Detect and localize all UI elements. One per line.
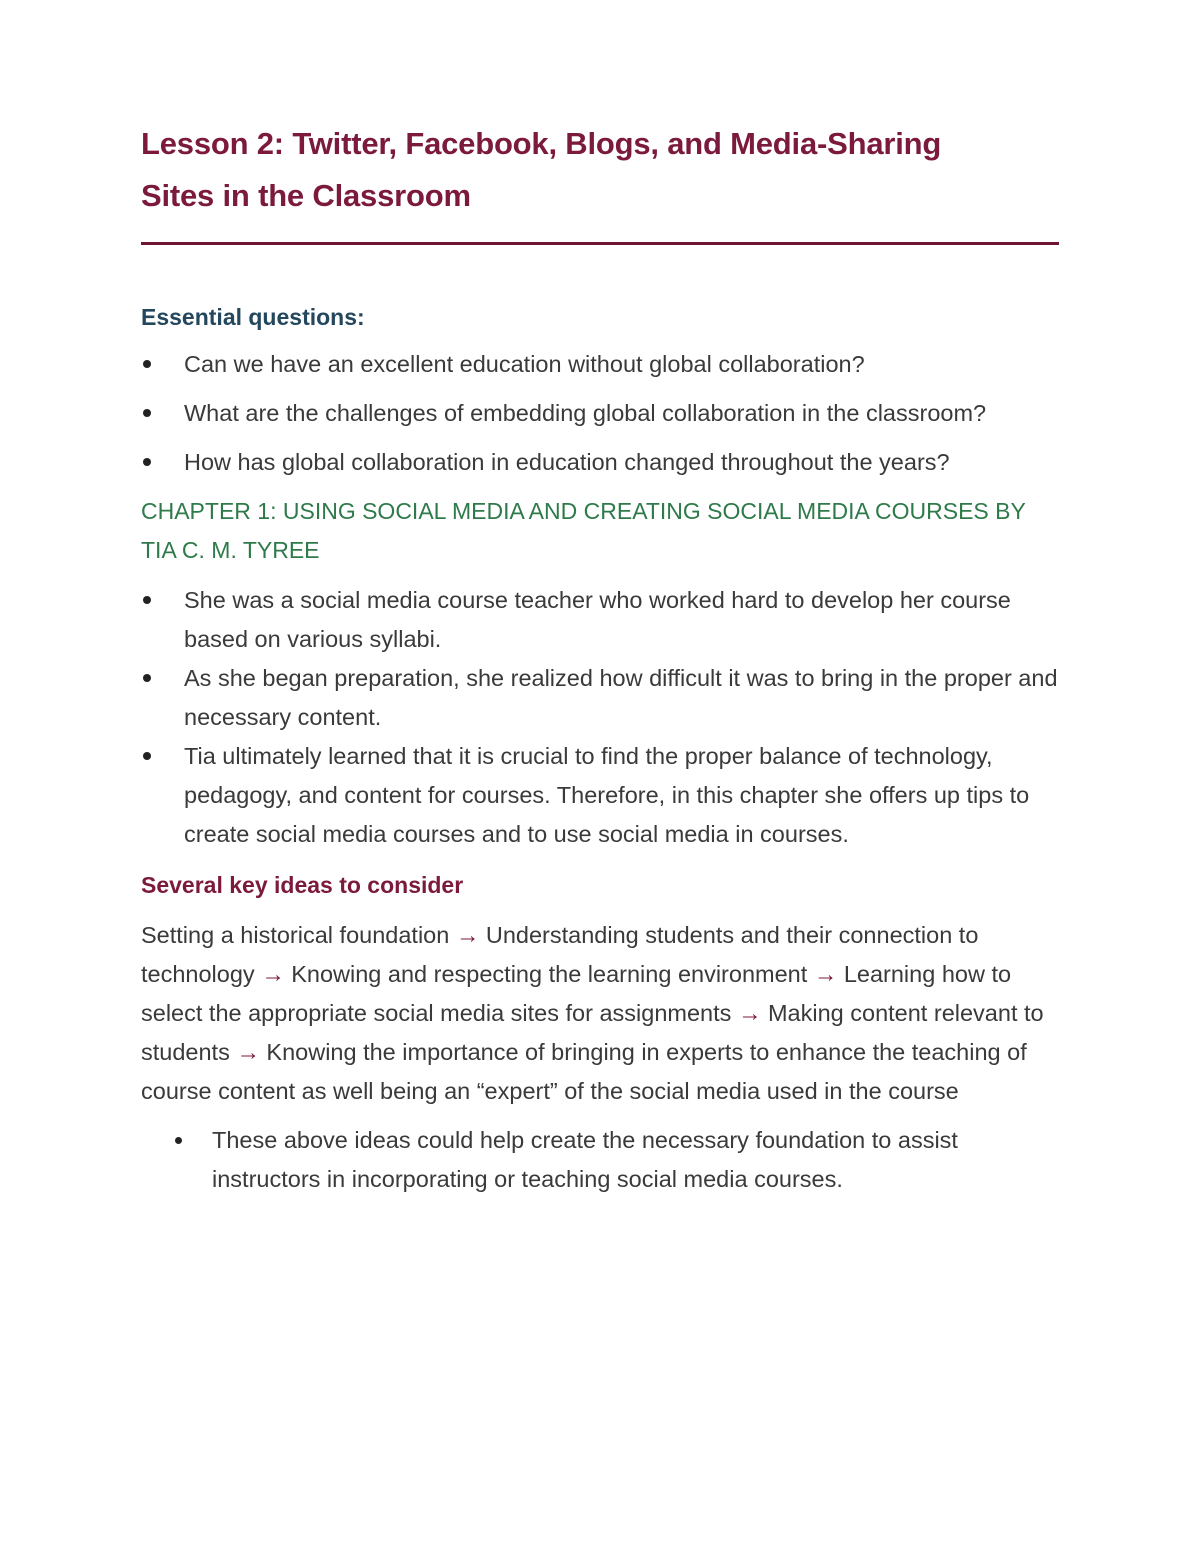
title-line-2: Sites in the Classroom: [141, 178, 471, 213]
arrow-right-icon: →: [737, 1000, 762, 1026]
arrow-right-icon: →: [455, 922, 480, 948]
key-ideas-flow: [141, 916, 1061, 1111]
arrow-right-icon: →: [261, 961, 285, 987]
key-idea-step: Knowing and respecting the learning environment: [291, 961, 808, 987]
essential-questions-list: [141, 345, 1061, 482]
bullet-icon: [143, 752, 151, 760]
bullet-icon: [143, 674, 151, 682]
bullet-icon: [143, 458, 151, 466]
list-item: These above ideas could help create the necessary foundation to assist instructors in incorporating or teaching social media courses.: [169, 1121, 1061, 1199]
bullet-icon: [143, 409, 151, 417]
chapter-heading: CHAPTER 1: USING SOCIAL MEDIA AND CREATING SOCIAL MEDIA COURSES BY TIA C. M. TYREE: [141, 498, 1026, 563]
chapter-summary-list: [141, 581, 1061, 854]
bullet-icon: [143, 360, 151, 368]
list-item: She was a social media course teacher who worked hard to develop her course based on various syllabi.: [141, 581, 1061, 659]
key-idea-step: Making content relevant to students: [141, 1000, 1044, 1065]
key-idea-step: Knowing the importance of bringing in experts to enhance the teaching of course content as well being an “expert” of the social media used in the course: [141, 1039, 1027, 1104]
title-line-1: Lesson 2: Twitter, Facebook, Blogs, and Media-Sharing: [141, 126, 942, 161]
key-idea-step: Learning how to select the appropriate social media sites for assignments: [141, 961, 1012, 1026]
key-idea-step: Understanding students and their connection to technology: [141, 922, 979, 987]
list-item: As she began preparation, she realized how difficult it was to bring in the proper and necessary content.: [141, 659, 1061, 737]
arrow-right-icon: →: [236, 1039, 260, 1065]
document-page: [141, 118, 1061, 1199]
key-idea-step: Setting a historical foundation: [141, 922, 450, 948]
list-item: What are the challenges of embedding global collaboration in the classroom?: [141, 394, 1061, 433]
list-item: Tia ultimately learned that it is crucial to find the proper balance of technology, pedagogy, and content for courses. Therefore, in this chapter she offers up tips to create social media courses and to use social media in courses.: [141, 737, 1061, 854]
list-item: How has global collaboration in education changed throughout the years?: [141, 443, 1061, 482]
title-divider: [141, 242, 1059, 245]
essential-questions-heading: Essential questions:: [141, 304, 365, 330]
key-ideas-heading: Several key ideas to consider: [141, 872, 464, 898]
list-item: Can we have an excellent education without global collaboration?: [141, 345, 1061, 384]
arrow-right-icon: →: [813, 961, 838, 987]
page-title: [141, 118, 1061, 222]
key-ideas-sublist: [141, 1121, 1061, 1199]
bullet-icon: [143, 596, 151, 604]
bullet-icon: [175, 1137, 182, 1144]
